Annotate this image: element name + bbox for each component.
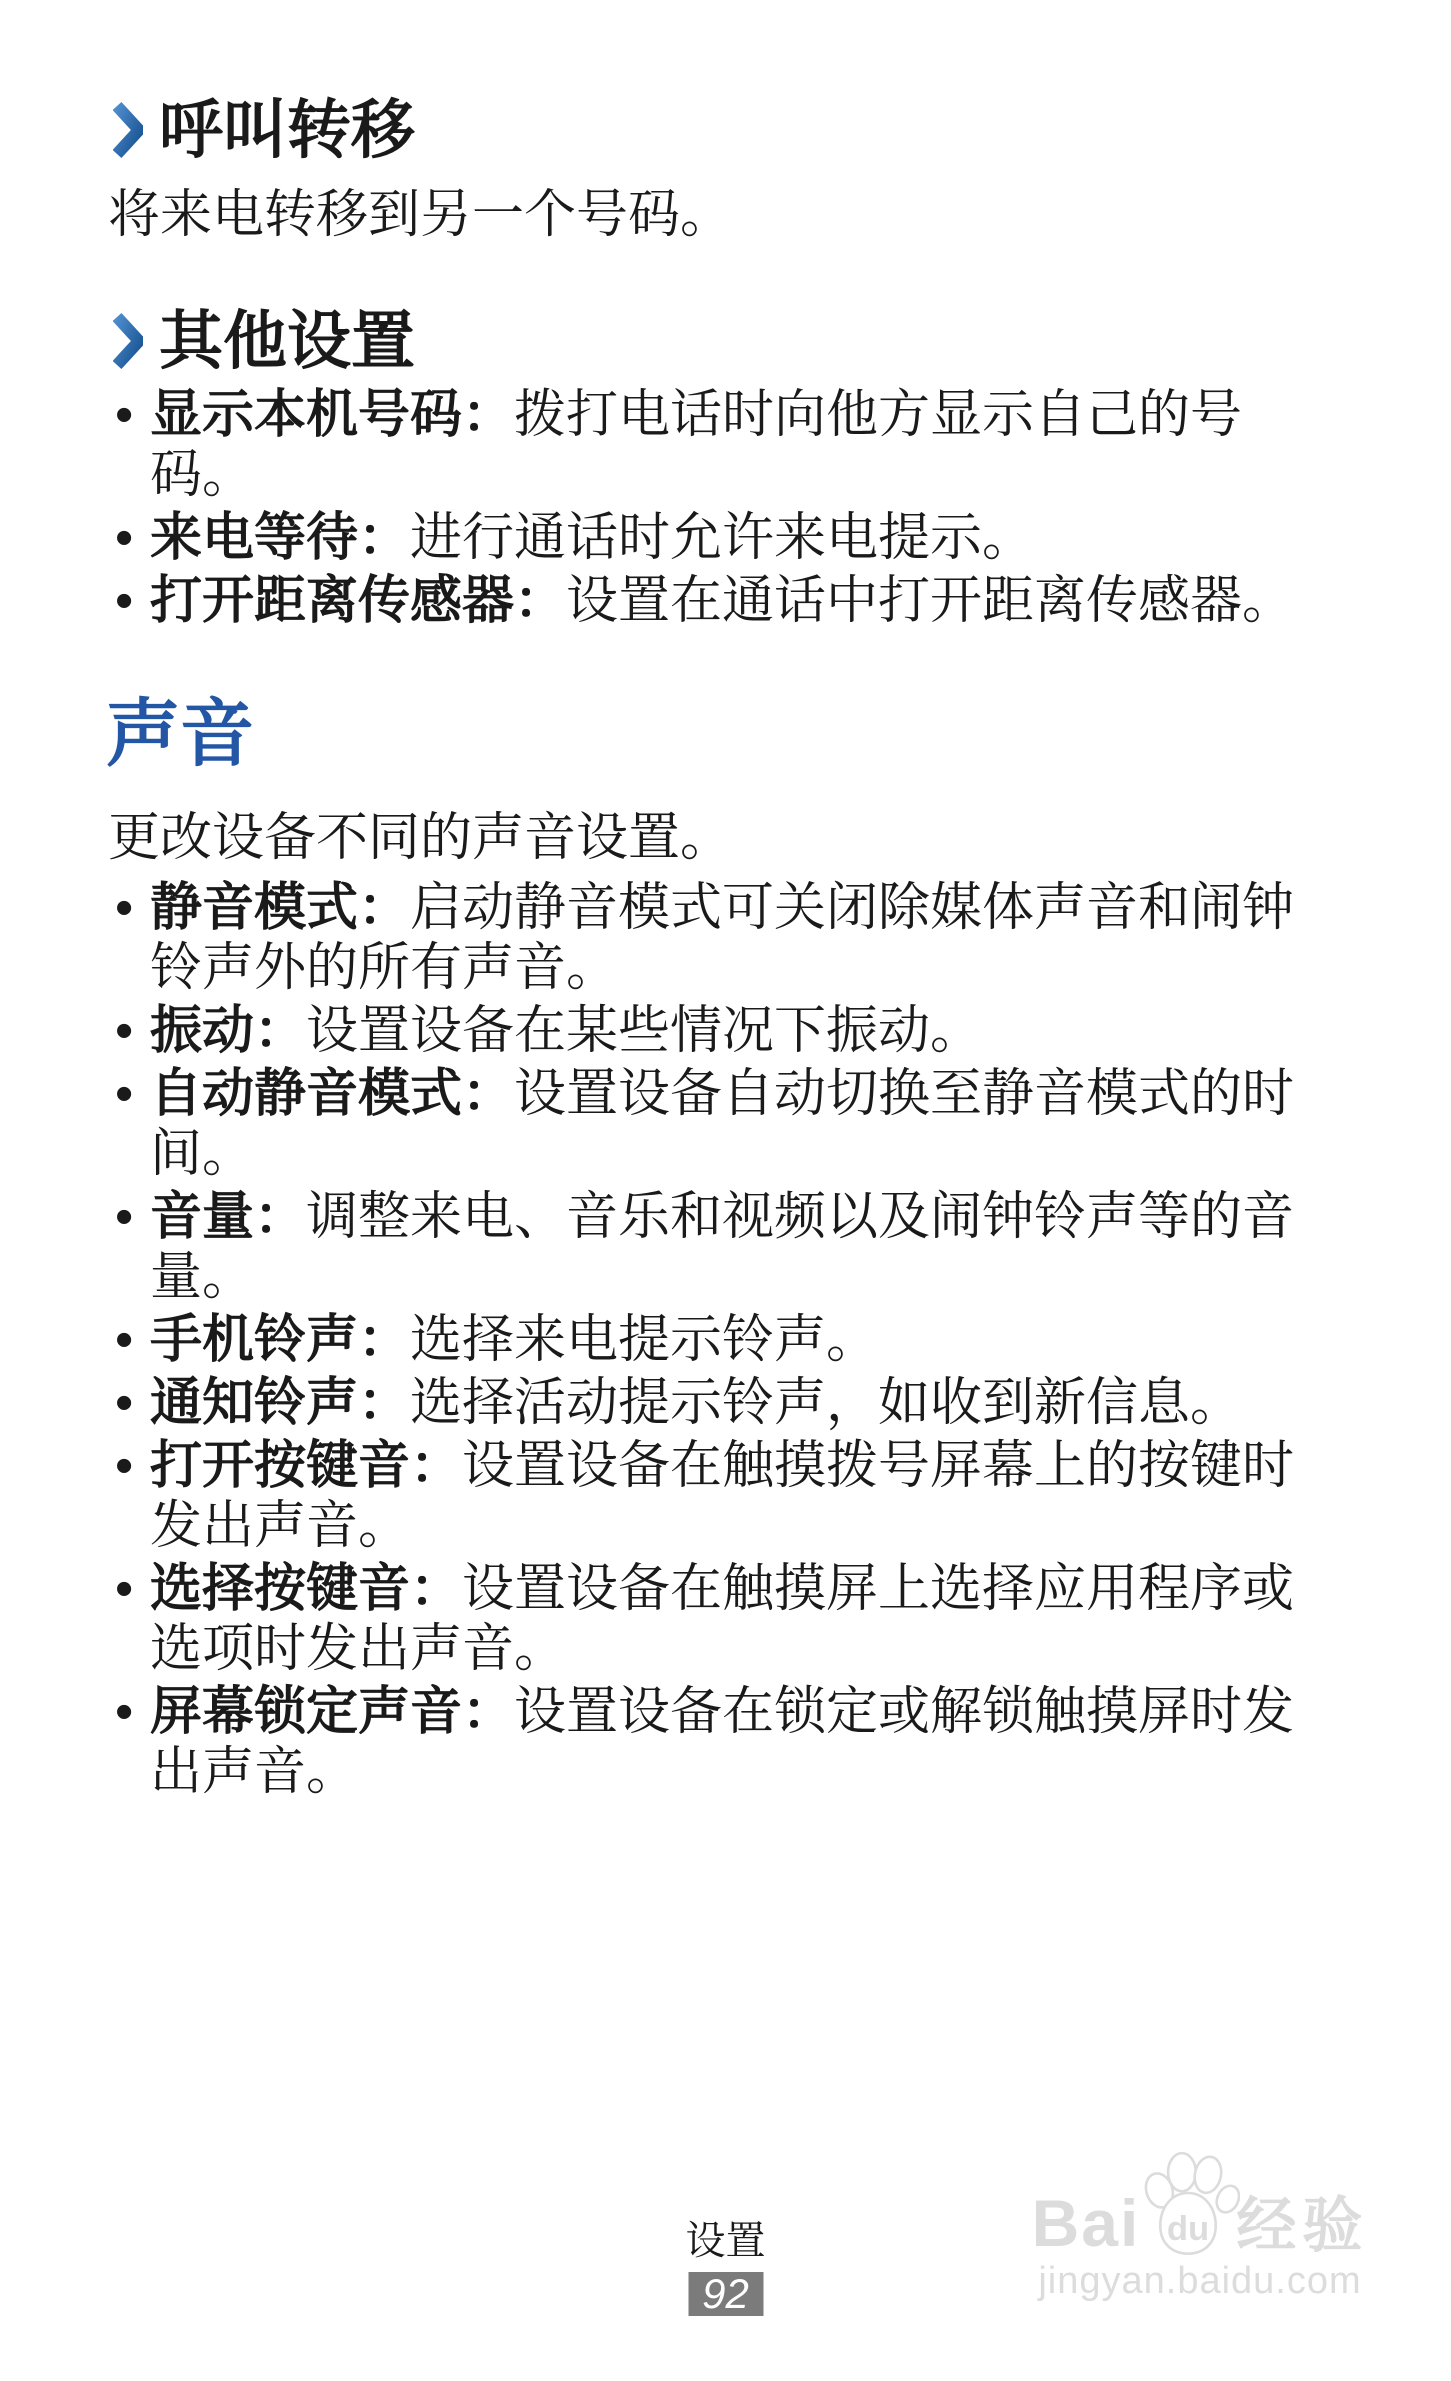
item-term: 自动静音模式： <box>150 1065 515 1123</box>
bullet-dot: • <box>115 572 134 630</box>
item-desc-line: 发出声音。 <box>150 1497 411 1555</box>
item-desc-line: 设置设备在触摸屏上选择应用程序或 <box>462 1560 1295 1618</box>
item-term: 打开距离传感器： <box>150 572 567 630</box>
item-term: 通知铃声： <box>150 1374 411 1432</box>
item-desc-line: 选项时发出声音。 <box>150 1620 567 1678</box>
bullet-dot: • <box>115 509 134 567</box>
list-item <box>106 1187 1406 1307</box>
item-term: 屏幕锁定声音： <box>150 1683 515 1741</box>
heading-text: 其他设置 <box>159 305 415 377</box>
heading-sound-section: 声音 <box>106 692 254 775</box>
item-desc-line: 调整来电、音乐和视频以及闹钟铃声等的音 <box>306 1188 1295 1246</box>
sound-settings-list <box>106 878 1406 1802</box>
item-desc-line: 设置设备在触摸拨号屏幕上的按键时 <box>462 1437 1295 1495</box>
item-desc-line: 出声音。 <box>150 1743 359 1801</box>
item-desc-line: 进行通话时允许来电提示。 <box>410 509 1035 567</box>
item-term: 打开按键音： <box>150 1437 463 1495</box>
bullet-dot: • <box>115 386 134 444</box>
bullet-dot: • <box>115 1437 134 1495</box>
item-term: 音量： <box>150 1188 307 1246</box>
item-desc-line: 设置在通话中打开距离传感器。 <box>566 572 1295 630</box>
baidu-jingyan-watermark <box>1020 2150 1380 2303</box>
item-desc-line: 设置设备在锁定或解锁触摸屏时发 <box>514 1683 1295 1741</box>
heading-call-forwarding <box>106 94 1406 166</box>
list-item <box>106 1559 1406 1679</box>
watermark-brand-cn: 经验 <box>1236 2192 1369 2259</box>
item-desc-line: 设置设备自动切换至静音模式的时 <box>514 1065 1295 1123</box>
watermark-brand-text: Bai <box>1031 2186 1141 2260</box>
item-term: 选择按键音： <box>150 1560 463 1618</box>
bullet-dot: • <box>115 1065 134 1123</box>
watermark-logo-row <box>1020 2150 1380 2260</box>
chevron-icon <box>113 101 143 159</box>
bullet-dot: • <box>115 1311 134 1369</box>
item-desc-line: 选择来电提示铃声。 <box>410 1311 879 1369</box>
list-item <box>106 1064 1406 1184</box>
paw-icon <box>1136 2150 1240 2262</box>
watermark-brand-text2: du <box>1167 2209 1210 2248</box>
bullet-dot: • <box>115 1374 134 1432</box>
heading-text: 呼叫转移 <box>159 94 415 166</box>
item-term: 手机铃声： <box>150 1311 411 1369</box>
page-number-badge: 92 <box>688 2272 763 2316</box>
list-item <box>106 1373 1406 1433</box>
list-item <box>106 1310 1406 1370</box>
other-settings-list <box>106 385 1406 631</box>
chevron-icon <box>113 312 143 370</box>
bullet-dot: • <box>115 879 134 937</box>
item-desc-line: 启动静音模式可关闭除媒体声音和闹钟 <box>410 879 1295 937</box>
footer-section-label: 设置 <box>685 2219 766 2263</box>
list-item <box>106 571 1406 631</box>
item-desc-line: 设置设备在某些情况下振动。 <box>306 1002 983 1060</box>
list-item <box>106 1436 1406 1556</box>
item-desc-line: 码。 <box>150 446 255 504</box>
list-item <box>106 385 1406 505</box>
list-item <box>106 1001 1406 1061</box>
list-item <box>106 508 1406 568</box>
item-desc-line: 量。 <box>150 1248 255 1306</box>
item-desc-line: 选择活动提示铃声，如收到新信息。 <box>410 1374 1243 1432</box>
bullet-dot: • <box>115 1560 134 1618</box>
watermark-url: jingyan.baidu.com <box>1038 2260 1362 2302</box>
item-desc-line: 铃声外的所有声音。 <box>150 939 619 997</box>
item-term: 来电等待： <box>150 509 411 567</box>
call-forwarding-paragraph: 将来电转移到另一个号码。 <box>108 186 733 244</box>
item-term: 静音模式： <box>150 879 411 937</box>
list-item <box>106 1682 1406 1802</box>
list-item <box>106 878 1406 998</box>
bullet-dot: • <box>115 1188 134 1246</box>
bullet-dot: • <box>115 1683 134 1741</box>
item-term: 显示本机号码： <box>150 386 515 444</box>
page-content <box>106 0 1406 1805</box>
item-term: 振动： <box>150 1002 307 1060</box>
item-desc-line: 间。 <box>150 1125 255 1183</box>
bullet-dot: • <box>115 1002 134 1060</box>
heading-other-settings <box>106 305 1406 377</box>
sound-intro-paragraph: 更改设备不同的声音设置。 <box>108 809 733 867</box>
item-desc-line: 拨打电话时向他方显示自己的号 <box>514 386 1243 444</box>
